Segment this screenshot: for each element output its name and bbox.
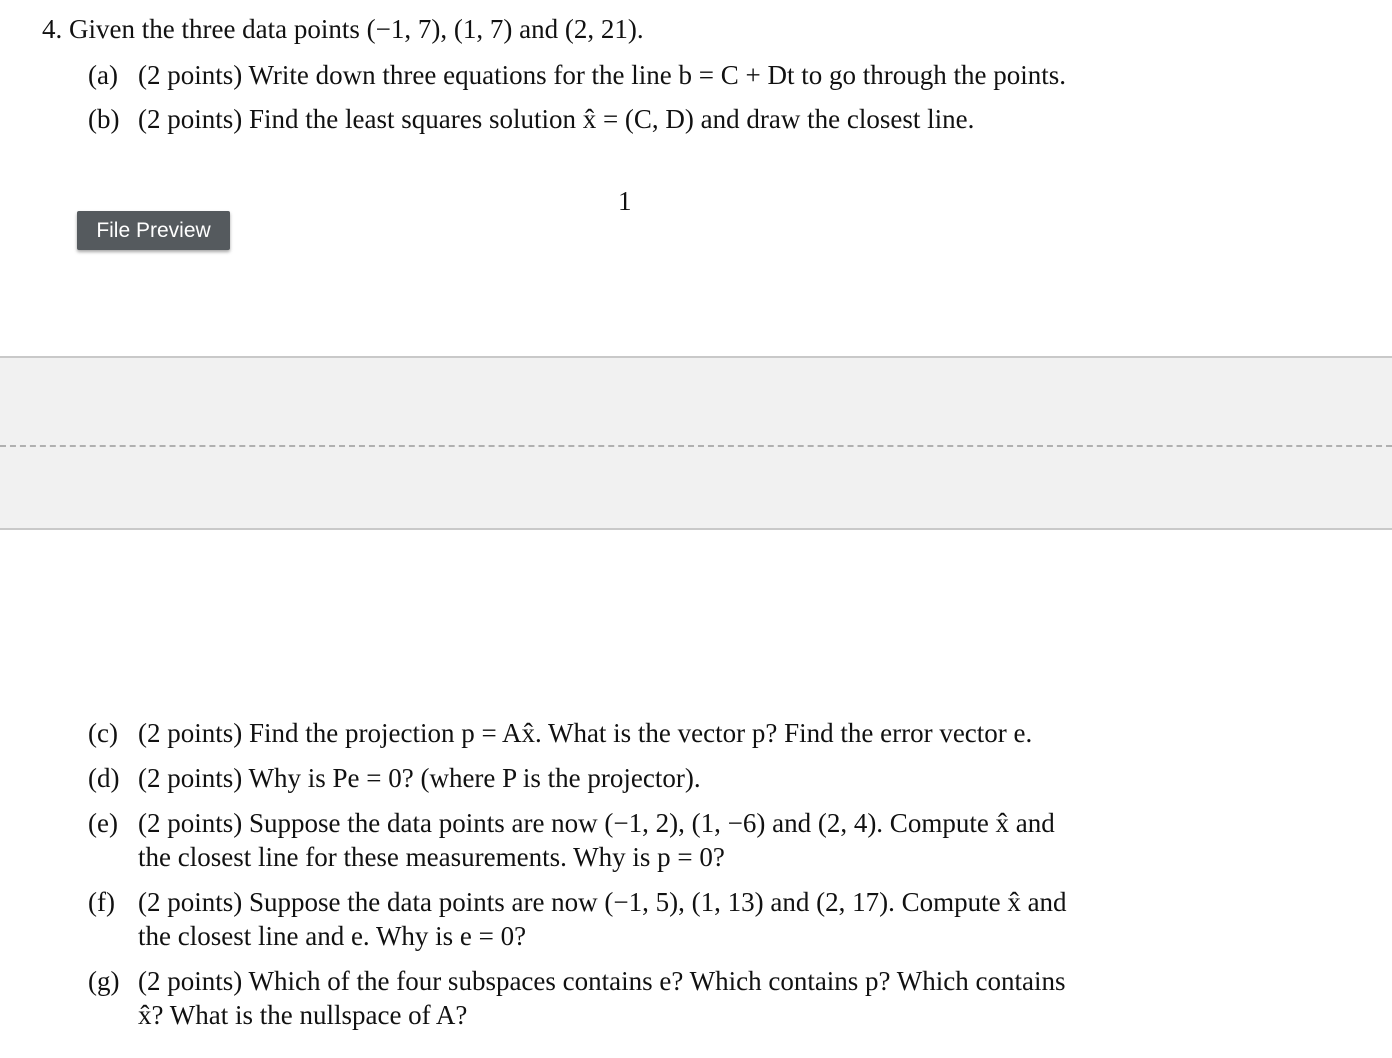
part-e-text: (2 points) Suppose the data points are now (−1, 2), (1, −6) and (2, 4). Compute x̂ and — [138, 808, 1055, 838]
part-c-label: (c) — [88, 718, 118, 748]
part-g-label: (g) — [88, 966, 120, 996]
part-f-text: (2 points) Suppose the data points are now (−1, 5), (1, 13) and (2, 17). Compute x̂ and — [138, 887, 1067, 917]
page-separator — [0, 356, 1392, 530]
part-b-text: (2 points) Find the least squares solution x̂ = (C, D) and draw the closest line. — [138, 104, 975, 134]
part-f-text-continued: the closest line and e. Why is e = 0? — [138, 921, 527, 951]
part-c-text: (2 points) Find the projection p = Ax̂. What is the vector p? Find the error vector e. — [138, 718, 1033, 748]
part-c — [88, 716, 1228, 750]
part-e-label: (e) — [88, 808, 118, 838]
part-f — [88, 885, 1228, 953]
part-d-text: (2 points) Why is Pe = 0? (where P is the projector). — [138, 763, 701, 793]
part-a-text: (2 points) Write down three equations for the line b = C + Dt to go through the points. — [138, 60, 1066, 90]
page-number: 1 — [618, 186, 632, 216]
part-e-text-continued: the closest line for these measurements. Why is p = 0? — [138, 842, 725, 872]
part-g-text: (2 points) Which of the four subspaces contains e? Which contains p? Which contains — [138, 966, 1066, 996]
part-d-label: (d) — [88, 763, 120, 793]
part-a-label: (a) — [88, 60, 118, 90]
part-d — [88, 761, 1228, 795]
part-b — [88, 102, 1228, 136]
part-b-label: (b) — [88, 104, 120, 134]
question-heading: 4. Given the three data points (−1, 7), (1, 7) and (2, 21). — [42, 14, 644, 44]
part-f-label: (f) — [88, 887, 115, 917]
part-g-text-continued: x̂? What is the nullspace of A? — [138, 1000, 468, 1030]
part-e — [88, 806, 1228, 874]
part-g — [88, 964, 1228, 1032]
part-a — [88, 58, 1228, 92]
page-break-line — [0, 445, 1392, 447]
file-preview-button[interactable]: File Preview — [77, 211, 230, 250]
